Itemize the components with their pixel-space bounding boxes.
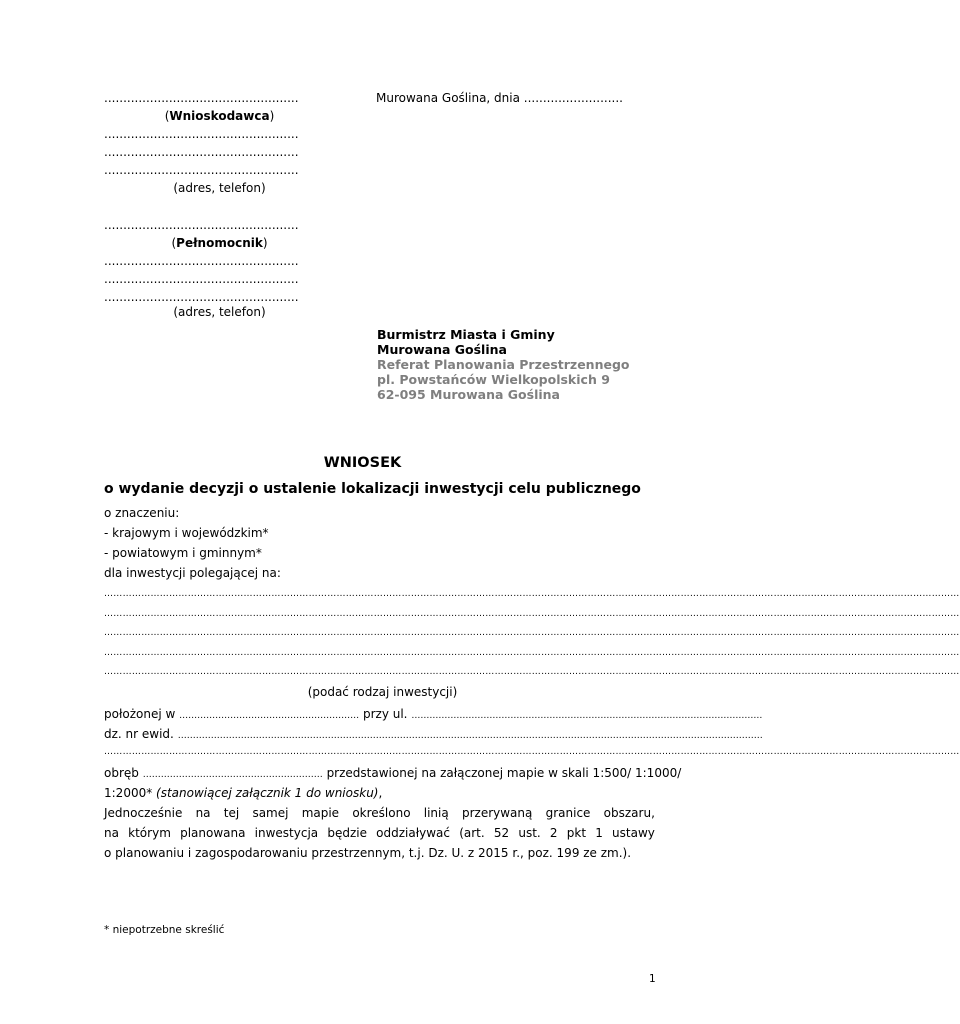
proxy-dots: ................................................... (104, 218, 299, 232)
paragraph-line-3: o planowaniu i zagospodarowaniu przestrzennym, t.j. Dz. U. z 2015 r., poz. 199 ze zm.). (104, 846, 632, 860)
proxy-address-label: (adres, telefon) (173, 305, 266, 319)
fill-line-3: …………………………………………………………………………………………………………………………………………………………………………………………………………………………………………………… (104, 628, 960, 638)
footnote: * niepotrzebne skreślić (104, 924, 225, 936)
word: (art. (459, 826, 485, 840)
located-in-label: położonej w (104, 707, 176, 721)
proxy-label: (Pełnomocnik) (171, 236, 268, 250)
applicant-address-line-2: ................................................... (104, 145, 299, 159)
option-national-regional: - krajowym i wojewódzkim* (104, 526, 269, 540)
document-title: WNIOSEK (323, 455, 402, 471)
parcel-label: dz. nr ewid. (104, 727, 174, 741)
word: ust. (518, 826, 541, 840)
precinct-line (104, 766, 681, 780)
word: samej (252, 806, 289, 820)
word: planowana (180, 826, 246, 840)
scale-line (104, 786, 382, 800)
recipient-line-3: Referat Planowania Przestrzennego (377, 357, 630, 372)
applicant-address-line-1: ................................................... (104, 127, 299, 141)
fill-line-1: …………………………………………………………………………………………………………………………………………………………………………………………………………………………………………………… (104, 589, 960, 599)
word: linią (423, 806, 449, 820)
word: przerywaną (461, 806, 533, 820)
page-number: 1 (649, 973, 656, 985)
word: tej (223, 806, 240, 820)
document-subtitle: o wydanie decyzji o ustalenie lokalizacji inwestycji celu publicznego (104, 481, 641, 497)
purpose-label: dla inwestycji polegającej na: (104, 566, 281, 580)
word: którym (128, 826, 171, 840)
precinct-dots: …………………………………………………… (142, 770, 323, 780)
proxy-address-line-2: ................................................... (104, 272, 299, 286)
option-county-municipal: - powiatowym i gminnym* (104, 546, 262, 560)
applicant-address-label: (adres, telefon) (173, 181, 266, 195)
attachment-note: (stanowiącej załącznik 1 do wniosku) (156, 786, 379, 800)
fill-line-5: …………………………………………………………………………………………………………………………………………………………………………………………………………………………………………………… (104, 667, 960, 677)
word: granice (545, 806, 591, 820)
location-line (104, 707, 763, 721)
parcel-line (104, 727, 763, 741)
comma: , (378, 786, 383, 800)
word: na (195, 806, 211, 820)
fill-line-4: …………………………………………………………………………………………………………………………………………………………………………………………………………………………………………………… (104, 648, 960, 658)
fill-line-2: …………………………………………………………………………………………………………………………………………………………………………………………………………………………………………………… (104, 609, 960, 619)
recipient-line-4: pl. Powstańców Wielkopolskich 9 (377, 372, 610, 387)
word: określono (352, 806, 411, 820)
proxy-address-line-3: ................................................... (104, 290, 299, 304)
street-label: przy ul. (362, 707, 408, 721)
word: ustawy (612, 826, 655, 840)
recipient-line-5: 62-095 Murowana Goślina (377, 387, 560, 402)
word: pkt (566, 826, 587, 840)
paragraph-line-2 (104, 826, 655, 840)
word: na (104, 826, 119, 840)
located-in-dots: …………………………………………………… (179, 711, 360, 721)
applicant-label: (Wnioskodawca) (164, 109, 275, 123)
word: inwestycja (254, 826, 319, 840)
word: obszaru, (603, 806, 655, 820)
investment-hint: (podać rodzaj inwestycji) (307, 685, 458, 699)
recipient-line-2: Murowana Goślina (377, 342, 507, 357)
street-dots: ……………………………………………………………………………………………………… (411, 711, 763, 721)
word: Jednocześnie (104, 806, 183, 820)
word: 52 (493, 826, 510, 840)
word: 1 (595, 826, 603, 840)
place-date: Murowana Goślina, dnia .......................... (376, 91, 623, 105)
word: mapie (301, 806, 340, 820)
word: oddziaływać (376, 826, 450, 840)
word: 2 (549, 826, 558, 840)
fill-line-6: …………………………………………………………………………………………………………………………………………………………………………………………………………………………………………………… (104, 747, 960, 757)
scale-end: 1:2000* (104, 786, 153, 800)
paragraph-line-1 (104, 806, 655, 820)
applicant-dots: ................................................... (104, 91, 299, 105)
meaning-label: o znaczeniu: (104, 506, 180, 520)
word: będzie (327, 826, 367, 840)
applicant-address-line-3: ................................................... (104, 163, 299, 177)
recipient-line-1: Burmistrz Miasta i Gminy (377, 327, 555, 342)
proxy-address-line-1: ................................................... (104, 254, 299, 268)
precinct-rest: przedstawionej na załączonej mapie w skali 1:500/ 1:1000/ (326, 766, 682, 780)
parcel-dots: …………………………………………………………………………………………………………………………………………………………………………… (177, 731, 763, 741)
precinct-label: obręb (104, 766, 139, 780)
